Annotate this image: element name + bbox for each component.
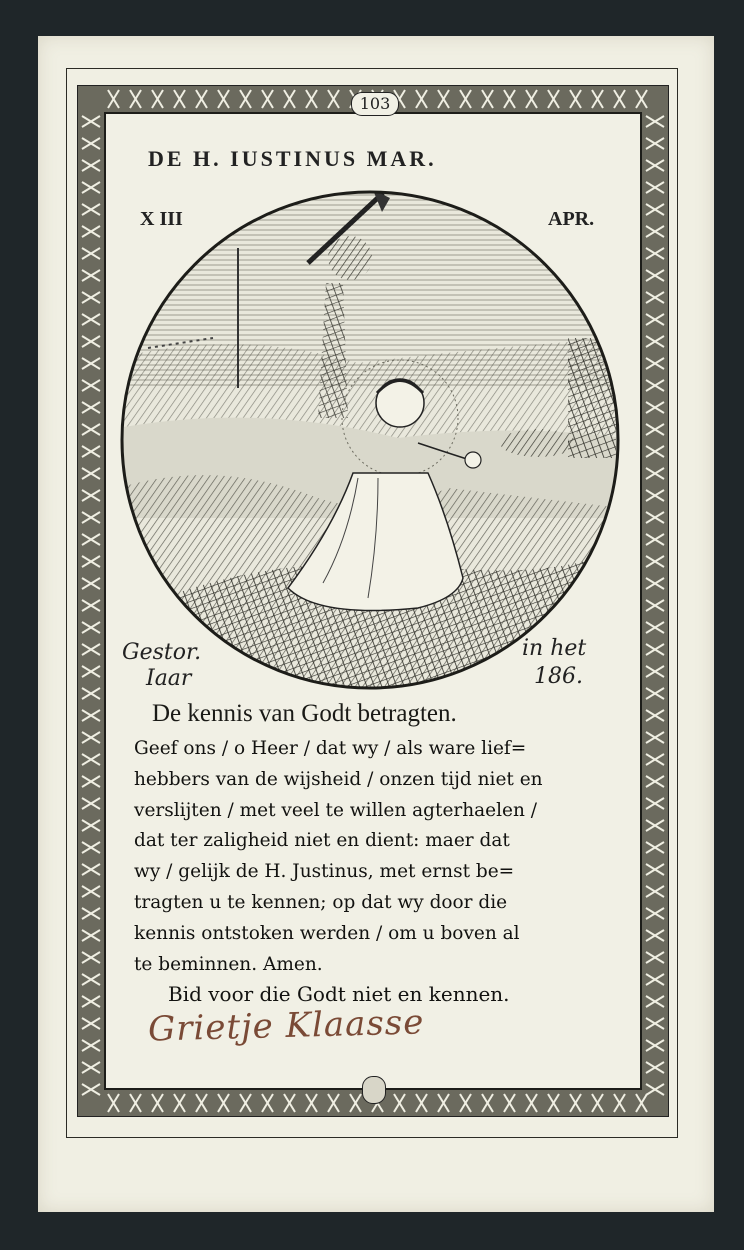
closing-invocation: Bid voor die Godt niet en kennen.: [168, 982, 510, 1006]
feast-day: X III: [140, 208, 183, 230]
in-the-label: in het: [522, 636, 587, 661]
prayer-line: wy / gelijk de H. Justinus, met ernst be=: [134, 861, 515, 883]
prayer-line: verslijten / met veel te willen agterhaelen /: [134, 799, 538, 821]
died-label: Gestor.: [122, 640, 202, 665]
prayer-line: tragten u te kennen; op dat wy door die: [134, 891, 508, 913]
page-number: 103: [351, 92, 399, 116]
bottom-ornament-icon: [362, 1076, 386, 1104]
prayer-line: Geef ons / o Heer / dat wy / als ware lief=: [134, 738, 527, 759]
prayer-line: hebbers van de wijsheid / onzen tijd niet en: [134, 768, 543, 790]
year-label: Iaar: [146, 666, 192, 691]
prayer-line: dat ter zaligheid niet en dient: maer dat: [134, 830, 510, 852]
feast-month: APR.: [548, 208, 595, 230]
prayer-heading: De kennis van Godt betragten.: [152, 700, 457, 727]
handwritten-signature: Grietje Klaasse: [147, 1002, 425, 1050]
martyrdom-engraving: [118, 188, 622, 692]
prayer-line: kennis ontstoken werden / om u boven al: [134, 922, 520, 944]
year-value: 186.: [534, 664, 583, 689]
saint-title: DE H. IUSTINUS MAR.: [148, 146, 437, 171]
prayer-text: [134, 734, 604, 980]
prayer-line: te beminnen. Amen.: [134, 953, 323, 975]
